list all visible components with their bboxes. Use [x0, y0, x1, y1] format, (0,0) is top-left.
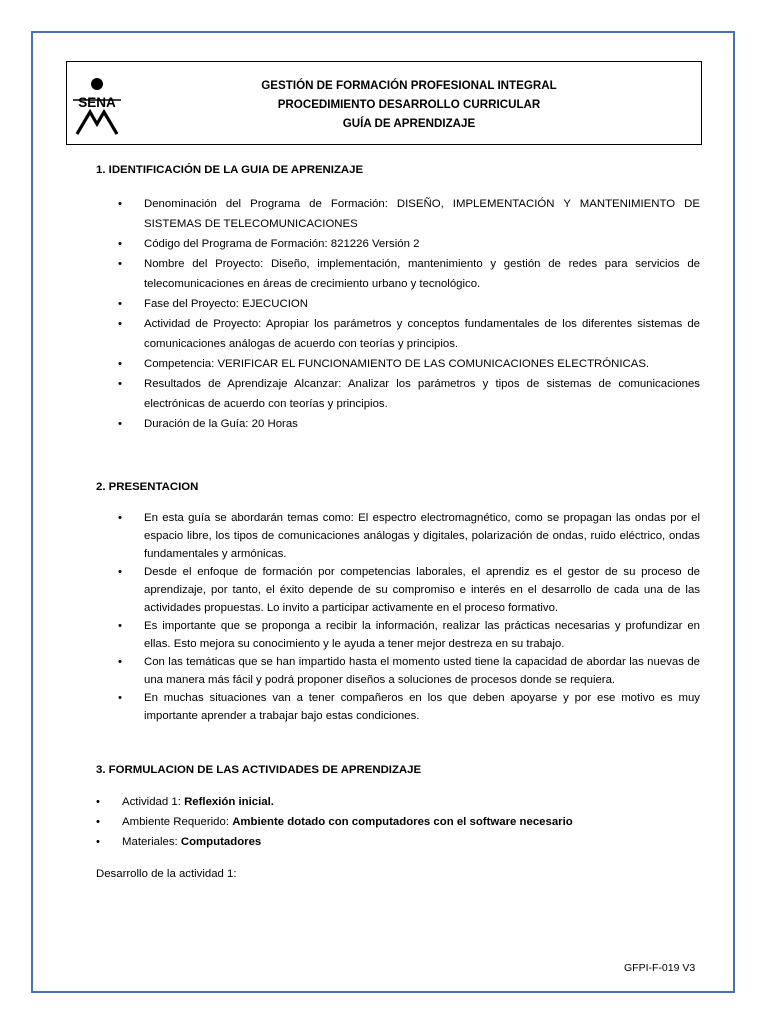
document-header — [66, 61, 702, 145]
list-item — [122, 832, 700, 852]
section-1-list — [96, 194, 700, 434]
section-2-heading: 2. PRESENTACION — [96, 481, 199, 493]
section-1-heading: 1. IDENTIFICACIÓN DE LA GUIA DE APRENIZAJE — [96, 164, 364, 176]
item-value: Computadores — [180, 836, 262, 848]
item-label: Actividad 1: — [122, 796, 185, 808]
list-item: • Con las temáticas que se han impartido hasta el momento usted tiene la capacidad de abordar las nuevas de una manera más fácil y podrá proponer diseños a soluciones de procesos donde se requiera. — [144, 653, 700, 689]
list-item: • Fase del Proyecto: EJECUCION — [144, 294, 700, 314]
document-body — [96, 160, 700, 884]
item-label: Ambiente Requerido: — [122, 816, 233, 828]
section-2-list — [96, 509, 700, 725]
list-item: • En esta guía se abordarán temas como: El espectro electromagnético, como se propagan las ondas por el espacio libre, los tipos de comunicaciones análogas y digitales, polarización de ondas, ruido eléctrico, ondas fundamentales y armónicas. — [144, 509, 700, 563]
list-item: • En muchas situaciones van a tener compañeros en los que deben apoyarse y por ese motivo es muy importante aprender a trabajar bajo estas condiciones. — [144, 689, 700, 725]
header-title-2: PROCEDIMIENTO DESARROLLO CURRICULAR — [277, 98, 541, 111]
list-item: • Resultados de Aprendizaje Alcanzar: Analizar los parámetros y tipos de sistemas de comunicaciones electrónicas de acuerdo con teorías y principios. — [144, 374, 700, 414]
list-item: • Código del Programa de Formación: 821226 Versión 2 — [144, 234, 700, 254]
list-item: • Denominación del Programa de Formación: DISEÑO, IMPLEMENTACIÓN Y MANTENIMIENTO DE SISTEMAS DE TELECOMUNICACIONES — [144, 194, 700, 234]
sena-logo — [70, 76, 124, 138]
list-item: • Competencia: VERIFICAR EL FUNCIONAMIENTO DE LAS COMUNICACIONES ELECTRÓNICAS. — [144, 354, 700, 374]
list-item: • Nombre del Proyecto: Diseño, implementación, mantenimiento y gestión de redes para servicios de telecomunicaciones en áreas de crecimiento urbano y tecnológico. — [144, 254, 700, 294]
list-item — [122, 812, 700, 832]
list-item — [122, 792, 700, 812]
item-value: Ambiente dotado con computadores con el software necesario — [232, 816, 573, 828]
footer-code: GFPI-F-019 V3 — [624, 962, 696, 974]
list-item: • Actividad de Proyecto: Apropiar los parámetros y conceptos fundamentales de los diferentes sistemas de comunicaciones análogas de acuerdo con teorías y principios. — [144, 314, 700, 354]
list-item: • Es importante que se proponga a recibir la información, realizar las prácticas necesarias y profundizar en ellas. Esto mejora su conocimiento y le ayuda a tener mejor destreza en su trabajo. — [144, 617, 700, 653]
header-title-3: GUÍA DE APRENDIZAJE — [342, 117, 476, 130]
item-label: Materiales: — [122, 836, 181, 848]
item-value: Reflexión inicial. — [184, 796, 274, 808]
list-item: • Desde el enfoque de formación por competencias laborales, el aprendiz es el gestor de su proceso de aprendizaje, por tanto, el éxito depende de su compromiso e interés en el desarrollo de cada una de las actividades propuestas. Lo invito a participar activamente en el proceso formativo. — [144, 563, 700, 617]
header-titles — [127, 76, 691, 133]
section-3-list — [96, 792, 700, 852]
activity-development-label: Desarrollo de la actividad 1: — [96, 868, 237, 880]
section-3-heading: 3. FORMULACION DE LAS ACTIVIDADES DE APRENDIZAJE — [96, 764, 422, 776]
sena-logo-text: SENA — [78, 95, 116, 110]
list-item: • Duración de la Guía: 20 Horas — [144, 414, 700, 434]
header-title-1: GESTIÓN DE FORMACIÓN PROFESIONAL INTEGRAL — [261, 79, 557, 92]
